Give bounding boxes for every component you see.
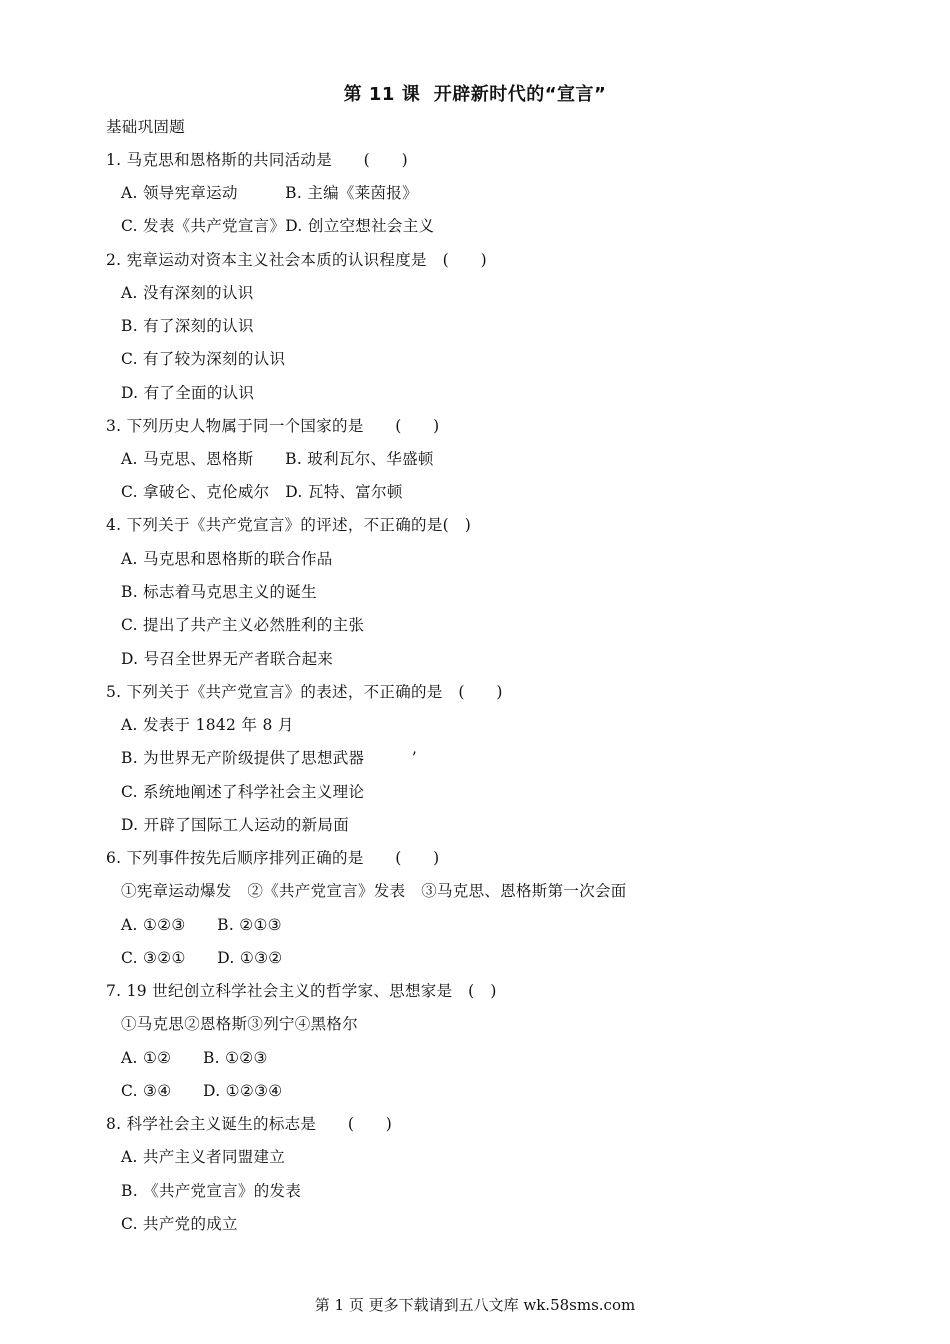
question-8-option: C. 共产党的成立 <box>121 1215 238 1233</box>
question-6-option-line: C. ③②① D. ①③② <box>121 949 283 967</box>
question-4-stem: 4. 下列关于《共产党宣言》的评述，不正确的是( ) <box>106 516 472 534</box>
question-2-option: C. 有了较为深刻的认识 <box>121 350 286 368</box>
question-4-option: C. 提出了共产主义必然胜利的主张 <box>121 616 365 634</box>
question-5-option: A. 发表于 1842 年 8 月 <box>121 716 294 734</box>
question-7-option-line: C. ③④ D. ①②③④ <box>121 1082 283 1100</box>
page-footer: 第 1 页 更多下载请到五八文库 wk.58sms.com <box>314 1296 636 1314</box>
question-8-option: A. 共产主义者同盟建立 <box>121 1148 286 1166</box>
page-title: 第 11 课 开辟新时代的“宣言” <box>343 84 607 105</box>
question-8-option: B. 《共产党宣言》的发表 <box>121 1182 302 1200</box>
question-3-option-line: C. 拿破仑、克伦威尔 D. 瓦特、富尔顿 <box>121 483 403 501</box>
question-2-option: A. 没有深刻的认识 <box>121 284 254 302</box>
question-2-stem: 2. 宪章运动对资本主义社会本质的认识程度是 ( ) <box>106 251 487 269</box>
question-7-option-line: A. ①② B. ①②③ <box>121 1049 268 1067</box>
question-4-option: D. 号召全世界无产者联合起来 <box>121 650 334 668</box>
question-1-option-line: A. 领导宪章运动 B. 主编《莱茵报》 <box>121 184 418 202</box>
question-8-stem: 8. 科学社会主义诞生的标志是 ( ) <box>106 1115 393 1133</box>
question-3-stem: 3. 下列历史人物属于同一个国家的是 ( ) <box>106 417 440 435</box>
question-2-option: D. 有了全面的认识 <box>121 384 255 402</box>
question-5-stem: 5. 下列关于《共产党宣言》的表述，不正确的是 ( ) <box>106 683 503 701</box>
section-label: 基础巩固题 <box>106 118 186 136</box>
question-7-items: ①马克思②恩格斯③列宁④黑格尔 <box>121 1015 359 1033</box>
question-5-option: C. 系统地阐述了科学社会主义理论 <box>121 783 365 801</box>
question-7-stem: 7. 19 世纪创立科学社会主义的哲学家、思想家是 ( ) <box>106 982 497 1000</box>
question-1-option-line: C. 发表《共产党宣言》D. 创立空想社会主义 <box>121 217 435 235</box>
question-6-option-line: A. ①②③ B. ②①③ <box>121 916 282 934</box>
question-6-events: ①宪章运动爆发 ②《共产党宣言》发表 ③马克思、恩格斯第一次会面 <box>121 882 627 900</box>
question-5-option: B. 为世界无产阶级提供了思想武器 ’ <box>121 749 417 767</box>
question-6-stem: 6. 下列事件按先后顺序排列正确的是 ( ) <box>106 849 440 867</box>
question-5-option: D. 开辟了国际工人运动的新局面 <box>121 816 350 834</box>
question-4-option: B. 标志着马克思主义的诞生 <box>121 583 317 601</box>
question-4-option: A. 马克思和恩格斯的联合作品 <box>121 550 333 568</box>
question-2-option: B. 有了深刻的认识 <box>121 317 254 335</box>
question-3-option-line: A. 马克思、恩格斯 B. 玻利瓦尔、华盛顿 <box>121 450 434 468</box>
question-1-stem: 1. 马克思和恩格斯的共同活动是 ( ) <box>106 151 408 169</box>
